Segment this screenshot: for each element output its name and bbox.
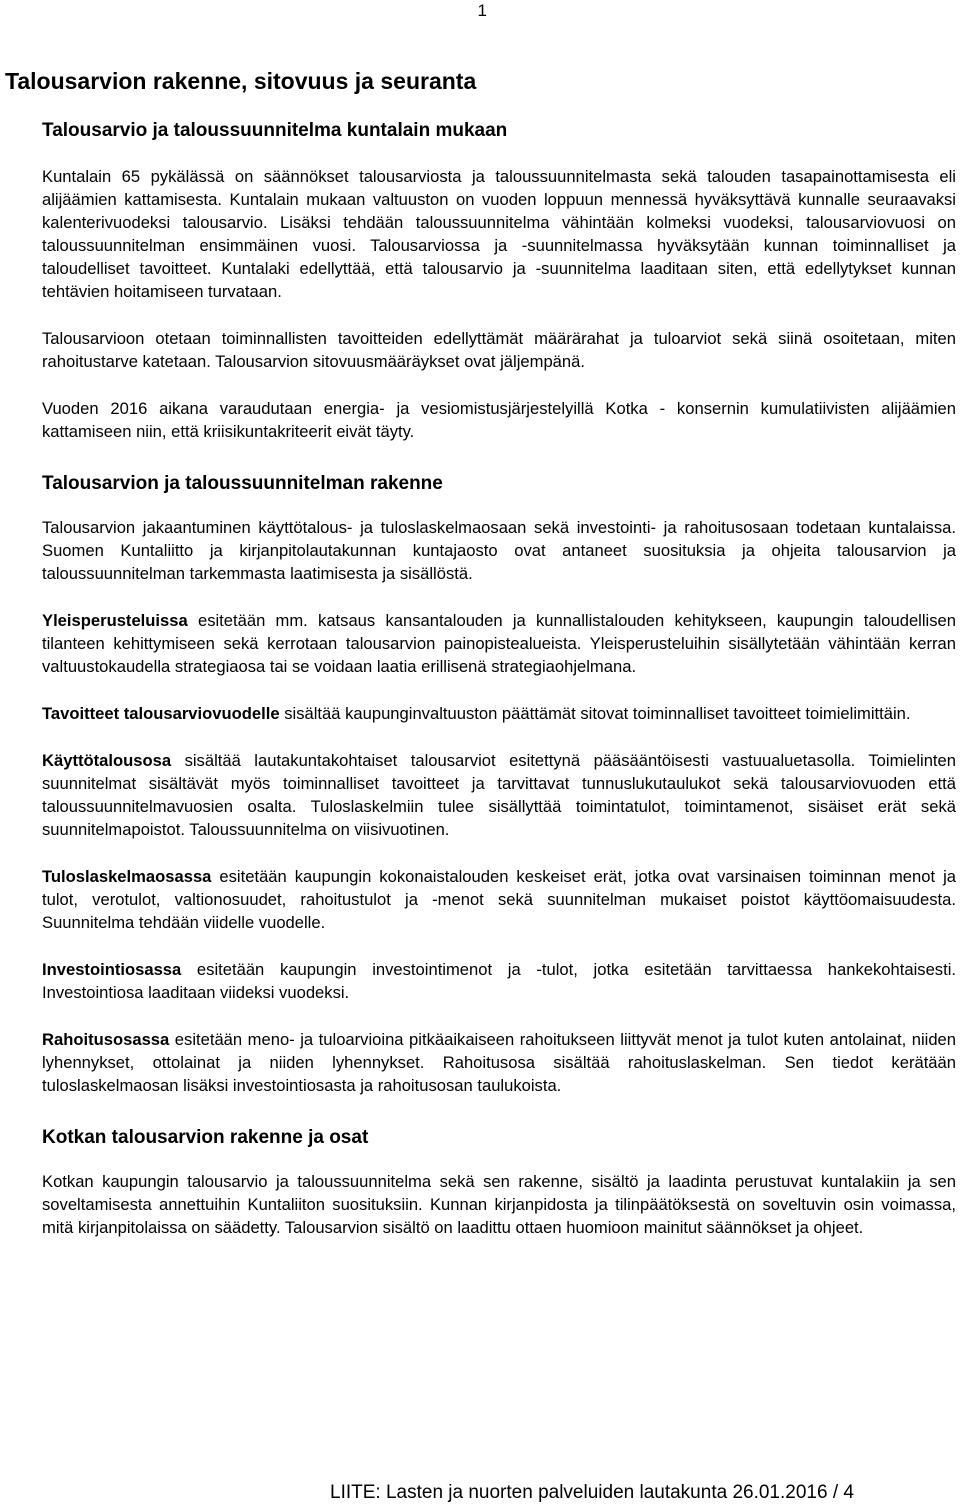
paragraph-jakaantuminen: Talousarvion jakaantuminen käyttötalous- ja tuloslaskelmaosaan sekä investointi- ja rahoitusosaan todetaan kuntalaissa. Suomen Kuntaliitto ja kirjanpitolautakunnan kuntajaosto ovat antaneet suosituksia ja ohjeita talousarvion ja taloussuunnitelman tarkemmasta laatimisesta ja sisällöstä. (42, 518, 956, 583)
text-yleisperustelut: esitetään mm. katsaus kansantalouden ja kunnallistalouden kehitykseen, kaupungin taloudellisen tilanteen kehittymiseen sekä kerrotaan talousarvion painopistealueista. Yleisperusteluihin sisällytetään vähintään kerran valtuustokaudella strategiaosa tai se voidaan laatia erillisenä strategiaohjelmana. (42, 611, 956, 676)
section-heading-kotka: Kotkan talousarvion rakenne ja osat (42, 1127, 369, 1148)
paragraph-yleisperustelut (42, 609, 956, 678)
paragraph-rahoitusosa (42, 1028, 956, 1097)
page-title: Talousarvion rakenne, sitovuus ja seuranta (5, 68, 477, 94)
paragraph-tavoitteet (42, 702, 956, 725)
text-tuloslaskelmaosa: esitetään kaupungin kokonaistalouden keskeiset erät, jotka ovat varsinaisen toiminnan menot ja tulot, verotulot, valtionosuudet, rahoitustulot ja -menot sekä suunnitelman mukaiset poistot käyttöomaisuudesta. Suunnitelma tehdään viidelle vuodelle. (42, 867, 956, 932)
text-tavoitteet: sisältää kaupunginvaltuuston päättämät sitovat toiminnalliset tavoitteet toimielimittäin. (279, 704, 911, 723)
paragraph-kotka: Kotkan kaupungin talousarvio ja taloussuunnitelma sekä sen rakenne, sisältö ja laadinta perustuvat kuntalakiin ja sen soveltamisesta annettuihin Kuntaliiton suosituksiin. Kunnan kirjanpidosta ja tilinpäätöksestä on soveltuvin osin voimassa, mitä kirjanpitolaissa on säädetty. Talousarvion sisältö on laadittu ottaen huomioon mainitut säännökset ja ohjeet. (42, 1172, 956, 1237)
section-heading-rakenne: Talousarvion ja taloussuunnitelman rakenne (42, 473, 443, 494)
term-investointiosa: Investointiosassa (42, 960, 182, 979)
term-rahoitusosa: Rahoitusosassa (42, 1030, 170, 1049)
paragraph-kayttotalousosa (42, 749, 956, 841)
text-investointiosa: esitetään kaupungin investointimenot ja -tulot, jotka esitetään tarvittaessa hankekohtaisesti. Investointiosa laaditaan viideksi vuodeksi. (42, 960, 956, 1002)
term-yleisperustelut: Yleisperusteluissa (42, 611, 188, 630)
section-heading-kuntalaki: Talousarvio ja taloussuunnitelma kuntalain mukaan (42, 120, 508, 141)
paragraph-tuloslaskelmaosa (42, 865, 956, 934)
footer-attachment-note: LIITE: Lasten ja nuorten palveluiden lautakunta 26.01.2016 / 4 (330, 1482, 854, 1503)
text-rahoitusosa: esitetään meno- ja tuloarvioina pitkäaikaiseen rahoitukseen liittyvät menot ja tulot kuten antolainat, niiden lyhennykset, ottolainat ja niiden lyhennykset. Rahoitusosa sisältää rahoituslaskelman. Sen tiedot kerätään tuloslaskelmaosan lisäksi investointiosasta ja rahoitusosan taulukoista. (42, 1030, 956, 1095)
paragraph-maararahat: Talousarvioon otetaan toiminnallisten tavoitteiden edellyttämät määrärahat ja tuloarviot sekä siinä osoitetaan, miten rahoitustarve katetaan. Talousarvion sitovuusmääräykset ovat jäljempänä. (42, 329, 956, 371)
paragraph-kuntalaki: Kuntalain 65 pykälässä on säännökset talousarviosta ja taloussuunnitelmasta sekä talouden tasapainottamisesta eli alijäämien kattamisesta. Kuntalain mukaan valtuuston on vuoden loppuun mennessä hyväksyttävä kunnalle seuraavaksi kalenterivuodeksi talousarvio. Lisäksi tehdään taloussuunnitelma vähintään kolmeksi vuodeksi, talousarviovuosi on taloussuunnitelman ensimmäinen vuosi. Talousarviossa ja -suunnitelmassa hyväksytään kunnan toiminnalliset ja taloudelliset tavoitteet. Kuntalaki edellyttää, että talousarvio ja -suunnitelma laaditaan siten, että edellytykset kunnan tehtävien hoitamiseen turvataan. (42, 167, 956, 301)
term-kayttotalousosa: Käyttötalousosa (42, 751, 172, 770)
document-body (42, 117, 956, 1239)
term-tuloslaskelmaosa: Tuloslaskelmaosassa (42, 867, 212, 886)
term-tavoitteet: Tavoitteet talousarviovuodelle (42, 704, 280, 723)
paragraph-vuosi-2016: Vuoden 2016 aikana varaudutaan energia- ja vesiomistusjärjestelyillä Kotka - konsernin kumulatiivisten alijäämien kattamiseen niin, että kriisikuntakriteerit eivät täyty. (42, 399, 956, 441)
text-kayttotalousosa: sisältää lautakuntakohtaiset talousarviot esitettynä pääsääntöisesti vastuualuetasolla. Toimielinten suunnitelmat sisältävät myös toiminnalliset tavoitteet ja tarvittavat tunnuslukutaulukot sekä talousarviovuoden että taloussuunnitelmavuosien osalta. Tuloslaskelmiin tulee sisällyttää toimintatulot, toimintamenot, sisäiset erät sekä suunnitelmapoistot. Taloussuunnitelma on viisivuotinen. (42, 751, 956, 839)
page-number: 1 (477, 1, 487, 20)
paragraph-investointiosa (42, 958, 956, 1004)
